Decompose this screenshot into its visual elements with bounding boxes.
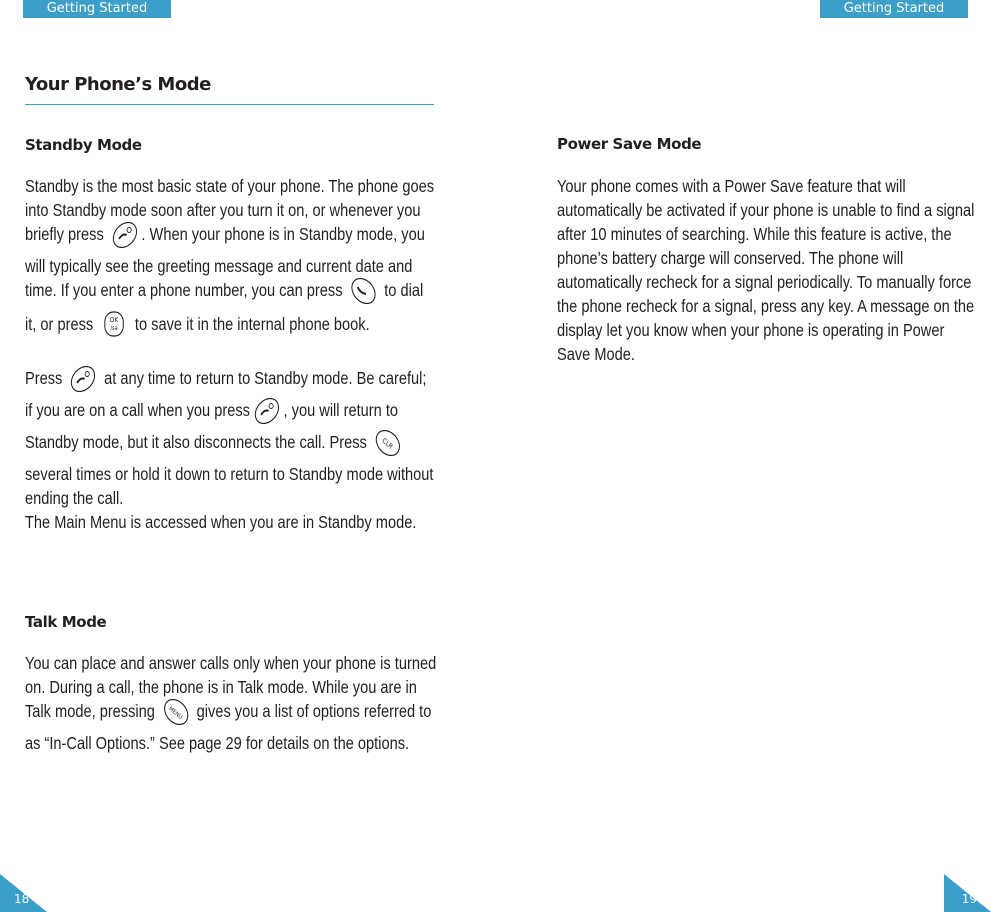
end-key-icon: [252, 398, 281, 430]
header-tab-right: Getting Started: [820, 0, 968, 18]
standby-p2-text-a: Press: [25, 368, 63, 388]
send-key-icon: [349, 278, 378, 310]
standby-p1-text-d: to save it in the internal phone book.: [134, 314, 370, 334]
standby-paragraph-2: [25, 366, 437, 510]
end-key-icon: [110, 222, 139, 254]
power-save-heading: Power Save Mode: [557, 135, 702, 153]
menu-key-icon: [162, 699, 191, 731]
menu-key-label: MENU: [167, 705, 183, 722]
ok-key-label: OK: [109, 315, 119, 325]
page-title: Your Phone’s Mode: [25, 74, 211, 95]
header-tab-left: Getting Started: [23, 0, 171, 18]
standby-p2-text-b: at any time to return to Standby mode. Be careful; if you are on a call when you press: [25, 368, 427, 420]
title-divider: [25, 104, 434, 105]
clr-key-label: CLR: [380, 436, 395, 452]
standby-p1-text-c: to dial it, or press: [25, 280, 424, 334]
standby-heading: Standby Mode: [25, 136, 142, 154]
page-number-left: 18: [14, 892, 30, 906]
talk-paragraph-1: [25, 651, 437, 755]
standby-paragraph-1: [25, 174, 437, 344]
ok-save-key-icon: [100, 310, 129, 344]
standby-p2-text-d: several times or hold it down to return to Standby mode without ending the call.: [25, 464, 434, 508]
talk-p1-text-b: gives you a list of options referred to as “In-Call Options.” See page 29 for details on the options.: [25, 701, 432, 753]
standby-p1-text-b: . When your phone is in Standby mode, you will typically see the greeting message and current date and time. If you enter a phone number, you can press: [25, 224, 425, 300]
power-save-paragraph: Your phone comes with a Power Save feature that will automatically be activated if your phone is unable to find a signal after 10 minutes of searching. While this feature is active, the phone’s battery charge will conserved. The phone will automatically recheck for a signal periodically. To manually force the phone recheck for a signal, press any key. A message on the display let you know when your phone is operating in Power Save Mode.: [557, 176, 975, 364]
standby-p2-text-c: , you will return to Standby mode, but it also disconnects the call. Press: [25, 400, 399, 452]
end-key-icon: [69, 366, 98, 398]
talk-p1-text-a: You can place and answer calls only when your phone is turned on. During a call, the phone is in Talk mode. While you are in Talk mode, pressing: [25, 653, 437, 721]
standby-p1-text-a: Standby is the most basic state of your phone. The phone goes into Standby mode soon after you turn it on, or whenever you briefly press: [25, 176, 435, 244]
clr-key-icon: [373, 430, 402, 462]
standby-paragraph-3: The Main Menu is accessed when you are in Standby mode.: [25, 512, 417, 532]
page-number-right: 19: [961, 892, 977, 906]
save-key-label: /sa: [110, 325, 118, 333]
talk-heading: Talk Mode: [25, 613, 107, 631]
